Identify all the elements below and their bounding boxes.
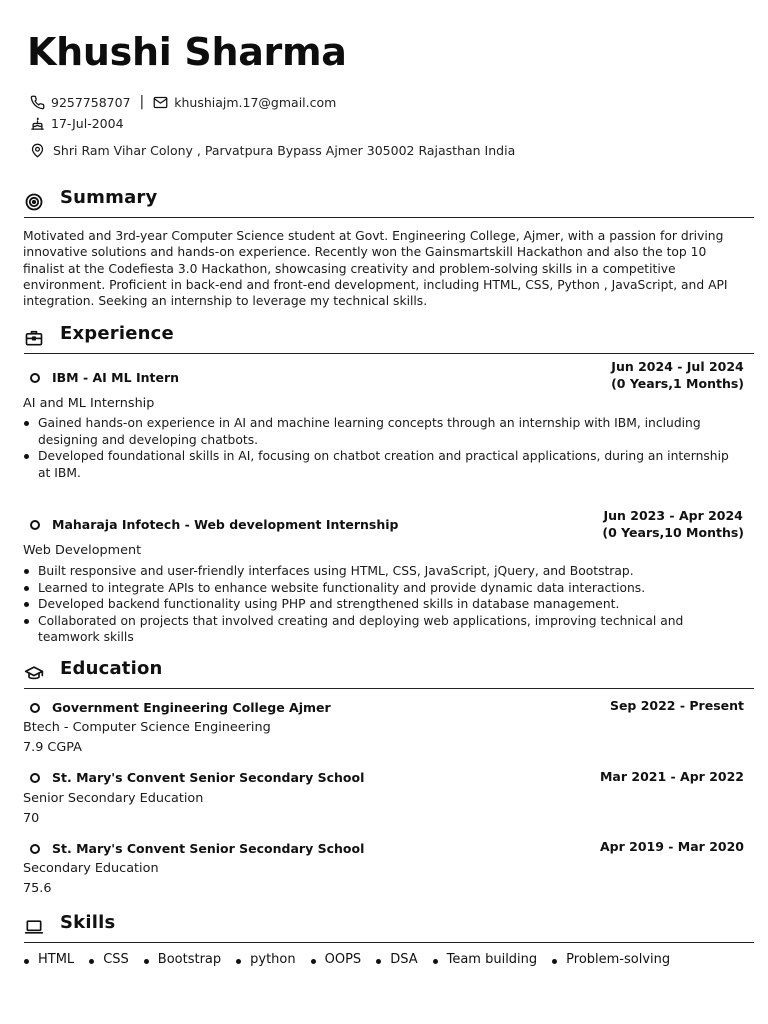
education-date: Apr 2019 - Mar 2020 xyxy=(599,839,744,854)
experience-bullets xyxy=(23,563,743,646)
section-header-education xyxy=(24,657,754,689)
mail-icon xyxy=(153,95,168,110)
cake-icon xyxy=(30,116,45,131)
phone-icon xyxy=(30,95,45,110)
list-item: Developed backend functionality using PHP and strengthened skills in database management. xyxy=(23,596,743,613)
experience-title xyxy=(30,370,179,385)
education-degree: Secondary Education xyxy=(23,861,159,876)
section-title-education: Education xyxy=(60,658,163,679)
education-institution xyxy=(30,841,364,856)
laptop-icon xyxy=(24,917,44,937)
skill-item: DSA xyxy=(375,952,417,967)
experience-duration: (0 Years,1 Months) xyxy=(611,376,744,391)
contact-separator: | xyxy=(139,94,145,110)
skill-item: HTML xyxy=(23,952,74,967)
section-header-experience xyxy=(24,322,754,354)
section-title-summary: Summary xyxy=(60,187,158,208)
skill-item: CSS xyxy=(88,952,129,967)
summary-text: Motivated and 3rd-year Computer Science student at Govt. Engineering College, Ajmer, with a passion for driving innovative solutions and hands-on experience. Recently won the Gainsmartskill Hackathon and also the top 10 finalist at the Codefiesta 3.0 Hackathon, showcasing creativity and problem-solving skills in a competitive environment. Proficient in back-end and front-end development, including HTML, CSS, Python , JavaScript, and API integration. Seeking an internship to leverage my technical skills. xyxy=(23,229,728,309)
education-institution-text: St. Mary's Convent Senior Secondary School xyxy=(52,770,365,785)
education-degree: Btech - Computer Science Engineering xyxy=(23,720,271,735)
location-pin-icon xyxy=(30,143,45,158)
experience-bullets xyxy=(23,415,743,481)
list-item: Built responsive and user-friendly interfaces using HTML, CSS, JavaScript, jQuery, and Bootstrap. xyxy=(23,563,743,580)
list-item: Learned to integrate APIs to enhance website functionality and provide dynamic data interactions. xyxy=(23,580,743,597)
education-institution-text: St. Mary's Convent Senior Secondary School xyxy=(52,841,365,856)
contact-row-dob xyxy=(30,116,124,131)
briefcase-icon xyxy=(24,328,44,348)
education-institution xyxy=(30,700,331,715)
timeline-circle-icon xyxy=(30,703,40,713)
section-header-skills xyxy=(24,911,754,943)
education-score: 70 xyxy=(23,811,40,826)
skills-list xyxy=(23,952,684,967)
skill-item: Team building xyxy=(432,952,538,967)
timeline-circle-icon xyxy=(30,773,40,783)
education-institution xyxy=(30,770,364,785)
education-degree: Senior Secondary Education xyxy=(23,791,204,806)
skill-item: python xyxy=(235,952,295,967)
experience-date-range: Jun 2023 - Apr 2024 xyxy=(603,508,743,523)
timeline-circle-icon xyxy=(30,844,40,854)
experience-date xyxy=(602,507,744,541)
experience-title-text: IBM - AI ML Intern xyxy=(52,370,180,385)
experience-subtitle: Web Development xyxy=(23,543,142,558)
section-header-summary xyxy=(24,186,754,218)
graduation-cap-icon xyxy=(24,663,44,683)
phone-number: 9257758707 xyxy=(51,94,131,110)
timeline-circle-icon xyxy=(30,373,40,383)
list-item: Gained hands-on experience in AI and machine learning concepts through an internship with IBM, including designing and developing chatbots. xyxy=(23,415,743,448)
experience-title-text: Maharaja Infotech - Web development Internship xyxy=(52,517,399,532)
education-date: Mar 2021 - Apr 2022 xyxy=(599,769,744,784)
candidate-name: Khushi Sharma xyxy=(27,30,347,74)
education-institution-text: Government Engineering College Ajmer xyxy=(52,700,331,715)
date-of-birth: 17-Jul-2004 xyxy=(51,116,124,131)
list-item: Developed foundational skills in AI, focusing on chatbot creation and practical applications, during an internship at IBM. xyxy=(23,448,743,481)
experience-subtitle: AI and ML Internship xyxy=(23,396,155,411)
skill-item: Problem-solving xyxy=(551,952,670,967)
contact-row-1 xyxy=(30,94,336,110)
target-icon xyxy=(24,192,44,212)
skill-item: Bootstrap xyxy=(143,952,221,967)
experience-date-range: Jun 2024 - Jul 2024 xyxy=(611,359,744,374)
address: Shri Ram Vihar Colony , Parvatpura Bypass Ajmer 305002 Rajasthan India xyxy=(53,143,516,158)
contact-row-address xyxy=(30,143,515,158)
experience-duration: (0 Years,10 Months) xyxy=(602,525,744,540)
experience-date xyxy=(611,358,744,392)
education-date: Sep 2022 - Present xyxy=(609,698,744,713)
skill-item: OOPS xyxy=(310,952,362,967)
section-title-skills: Skills xyxy=(60,912,116,933)
section-title-experience: Experience xyxy=(60,323,174,344)
timeline-circle-icon xyxy=(30,520,40,530)
education-score: 7.9 CGPA xyxy=(23,740,82,755)
list-item: Collaborated on projects that involved creating and deploying web applications, improving technical and teamwork skills xyxy=(23,613,743,646)
email-address: khushiajm.17@gmail.com xyxy=(174,94,337,110)
education-score: 75.6 xyxy=(23,881,52,896)
experience-title xyxy=(30,517,398,532)
